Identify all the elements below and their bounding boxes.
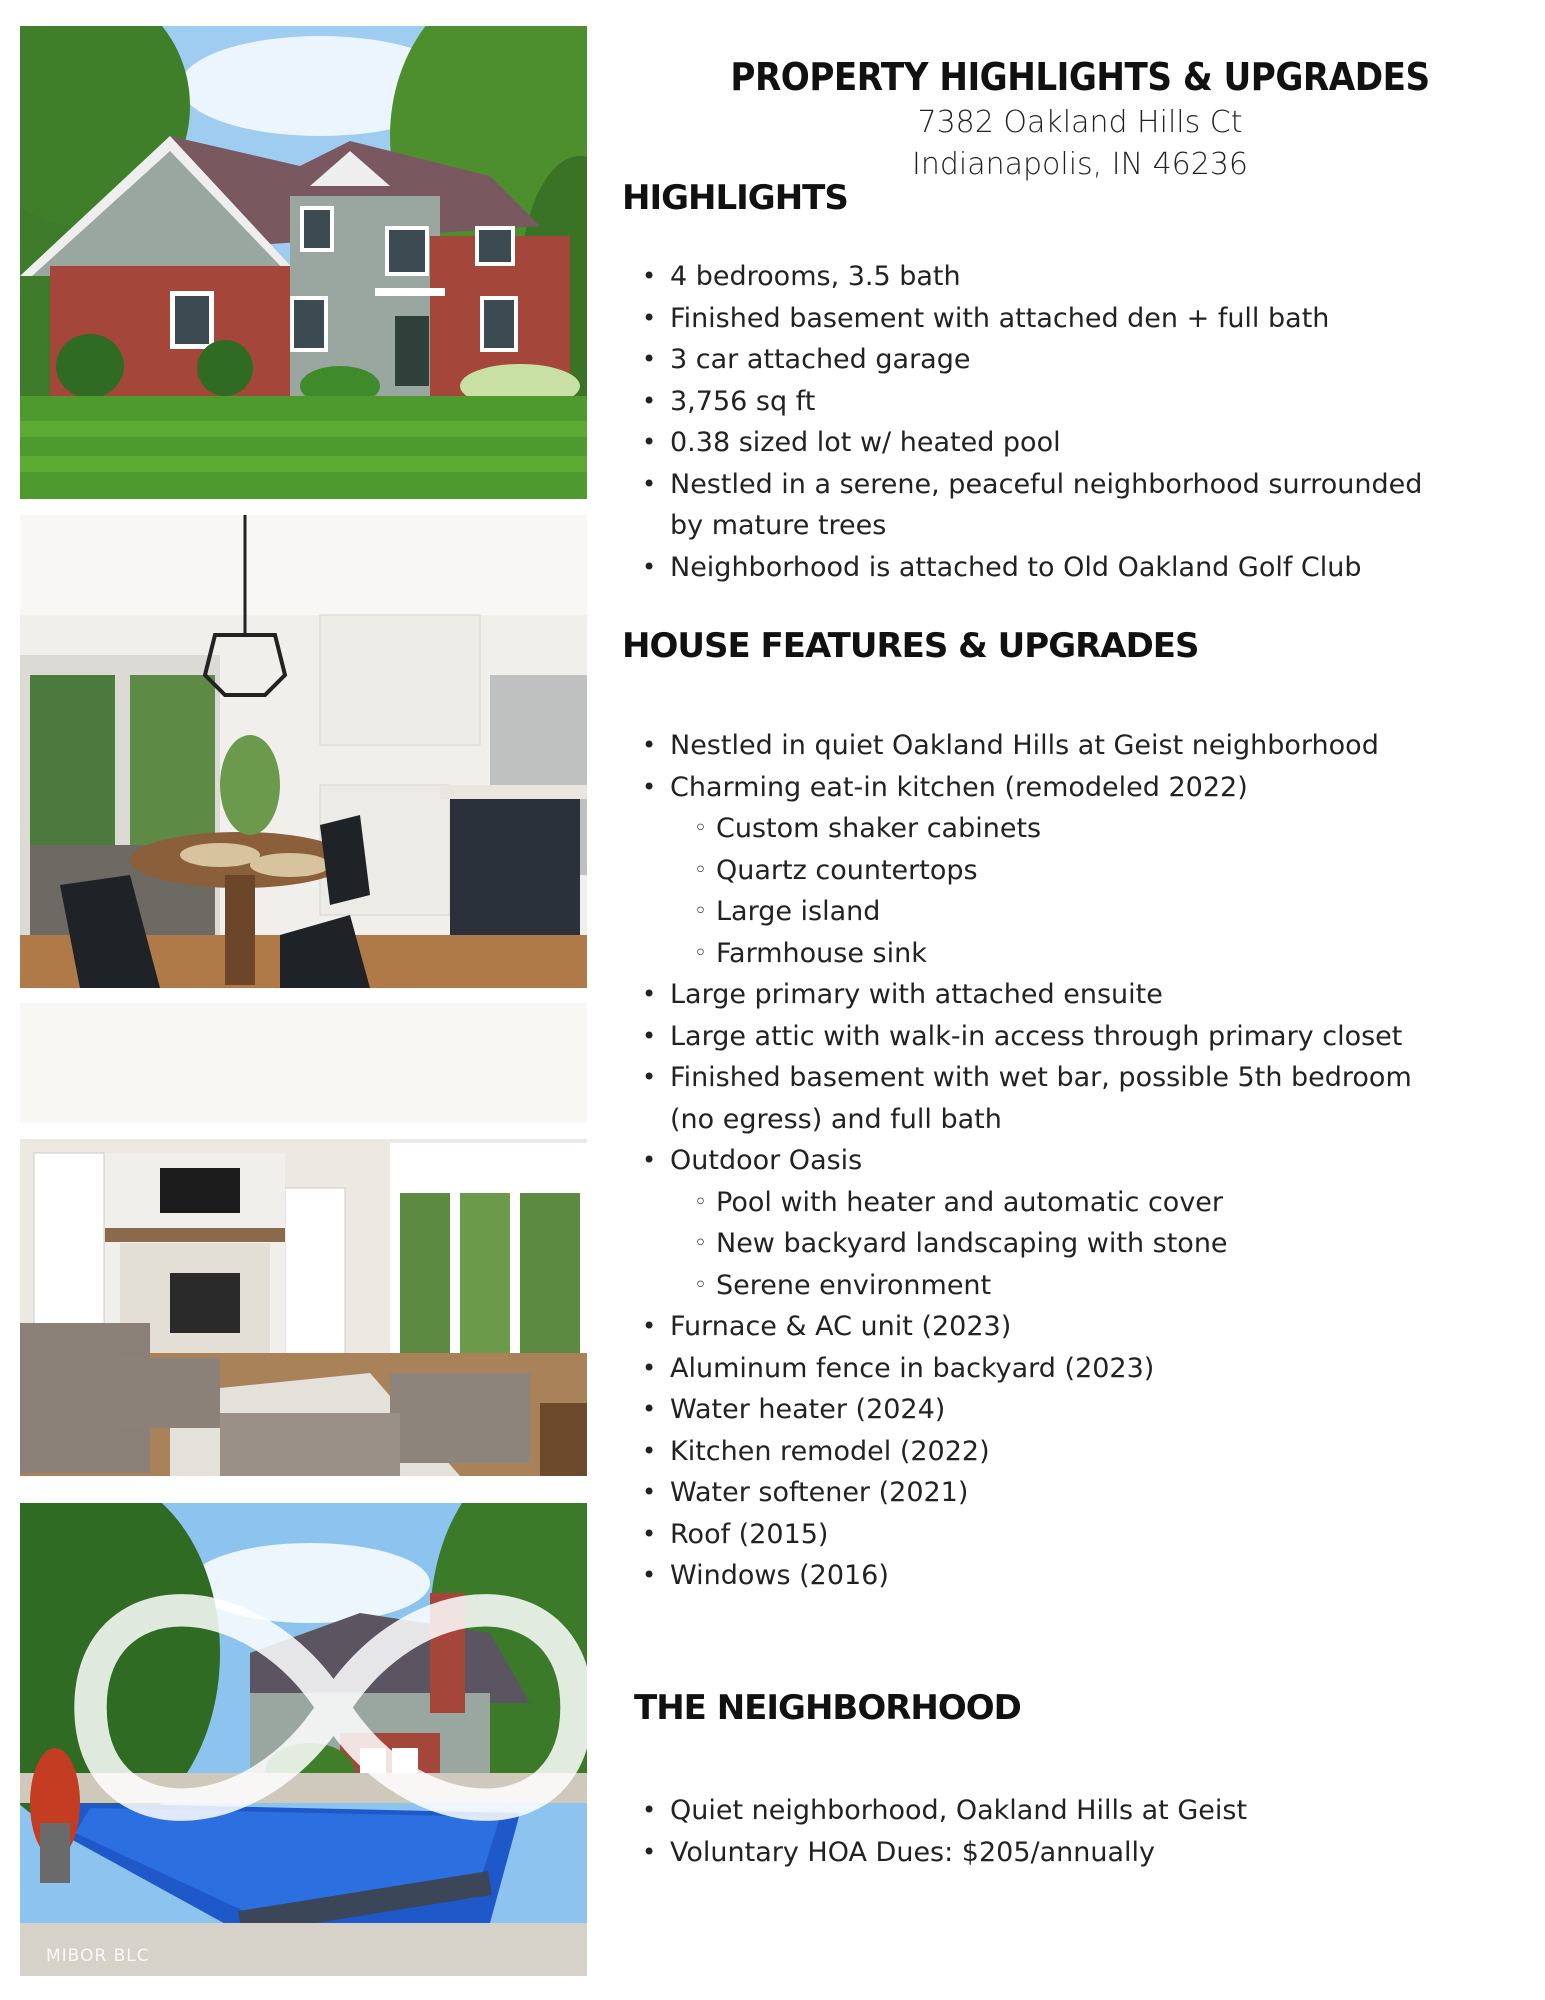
list-item: • Nestled in quiet Oakland Hills at Geist neighborhood	[638, 725, 1438, 767]
features-heading: HOUSE FEATURES & UPGRADES	[622, 626, 1199, 666]
list-item: • Water softener (2021)	[638, 1472, 1438, 1514]
list-item: • Large attic with walk-in access through primary closet	[638, 1016, 1438, 1058]
backyard-pool-photo	[20, 1503, 587, 1976]
list-item: • 0.38 sized lot w/ heated pool	[638, 422, 1438, 464]
list-item: • Quiet neighborhood, Oakland Hills at Geist	[638, 1790, 1438, 1832]
list-item: • Large primary with attached ensuite	[638, 974, 1438, 1016]
list-item: • Voluntary HOA Dues: $205/annually	[638, 1832, 1438, 1874]
address-line-1: 7382 Oakland Hills Ct	[917, 105, 1243, 140]
list-item: ◦ Large island	[638, 891, 1438, 933]
highlights-list	[638, 256, 1438, 588]
list-item: • Neighborhood is attached to Old Oakland Golf Club	[638, 547, 1438, 589]
list-item: • 3 car attached garage	[638, 339, 1438, 381]
list-item: ◦ Custom shaker cabinets	[638, 808, 1438, 850]
list-item: • Charming eat-in kitchen (remodeled 2022)	[638, 767, 1438, 809]
list-item: • 4 bedrooms, 3.5 bath	[638, 256, 1438, 298]
house-front-photo	[20, 26, 587, 499]
header	[700, 52, 1460, 186]
list-item: ◦ Quartz countertops	[638, 850, 1438, 892]
address-line-2: Indianapolis, IN 46236	[911, 147, 1249, 182]
list-item: • 3,756 sq ft	[638, 381, 1438, 423]
features-list	[638, 725, 1438, 1597]
neighborhood-heading: THE NEIGHBORHOOD	[634, 1688, 1021, 1728]
list-item: • Kitchen remodel (2022)	[638, 1431, 1438, 1473]
list-item: ◦ New backyard landscaping with stone	[638, 1223, 1438, 1265]
list-item: • Windows (2016)	[638, 1555, 1438, 1597]
list-item: • Furnace & AC unit (2023)	[638, 1306, 1438, 1348]
list-item: ◦ Pool with heater and automatic cover	[638, 1182, 1438, 1224]
kitchen-photo	[20, 515, 587, 988]
list-item: • Outdoor Oasis	[638, 1140, 1438, 1182]
living-room-photo	[20, 1003, 587, 1476]
page-title: PROPERTY HIGHLIGHTS & UPGRADES	[730, 55, 1430, 99]
list-item: • Roof (2015)	[638, 1514, 1438, 1556]
list-item: • Finished basement with wet bar, possible 5th bedroom (no egress) and full bath	[638, 1057, 1438, 1140]
list-item: • Finished basement with attached den + full bath	[638, 298, 1438, 340]
neighborhood-list	[638, 1790, 1438, 1873]
highlights-heading: HIGHLIGHTS	[622, 178, 848, 218]
list-item: ◦ Farmhouse sink	[638, 933, 1438, 975]
mibor-logo-icon	[50, 1503, 587, 1944]
list-item: • Aluminum fence in backyard (2023)	[638, 1348, 1438, 1390]
watermark-text: MIBOR BLC	[46, 1946, 150, 1966]
list-item: • Nestled in a serene, peaceful neighborhood surrounded by mature trees	[638, 464, 1438, 547]
list-item: • Water heater (2024)	[638, 1389, 1438, 1431]
list-item: ◦ Serene environment	[638, 1265, 1438, 1307]
